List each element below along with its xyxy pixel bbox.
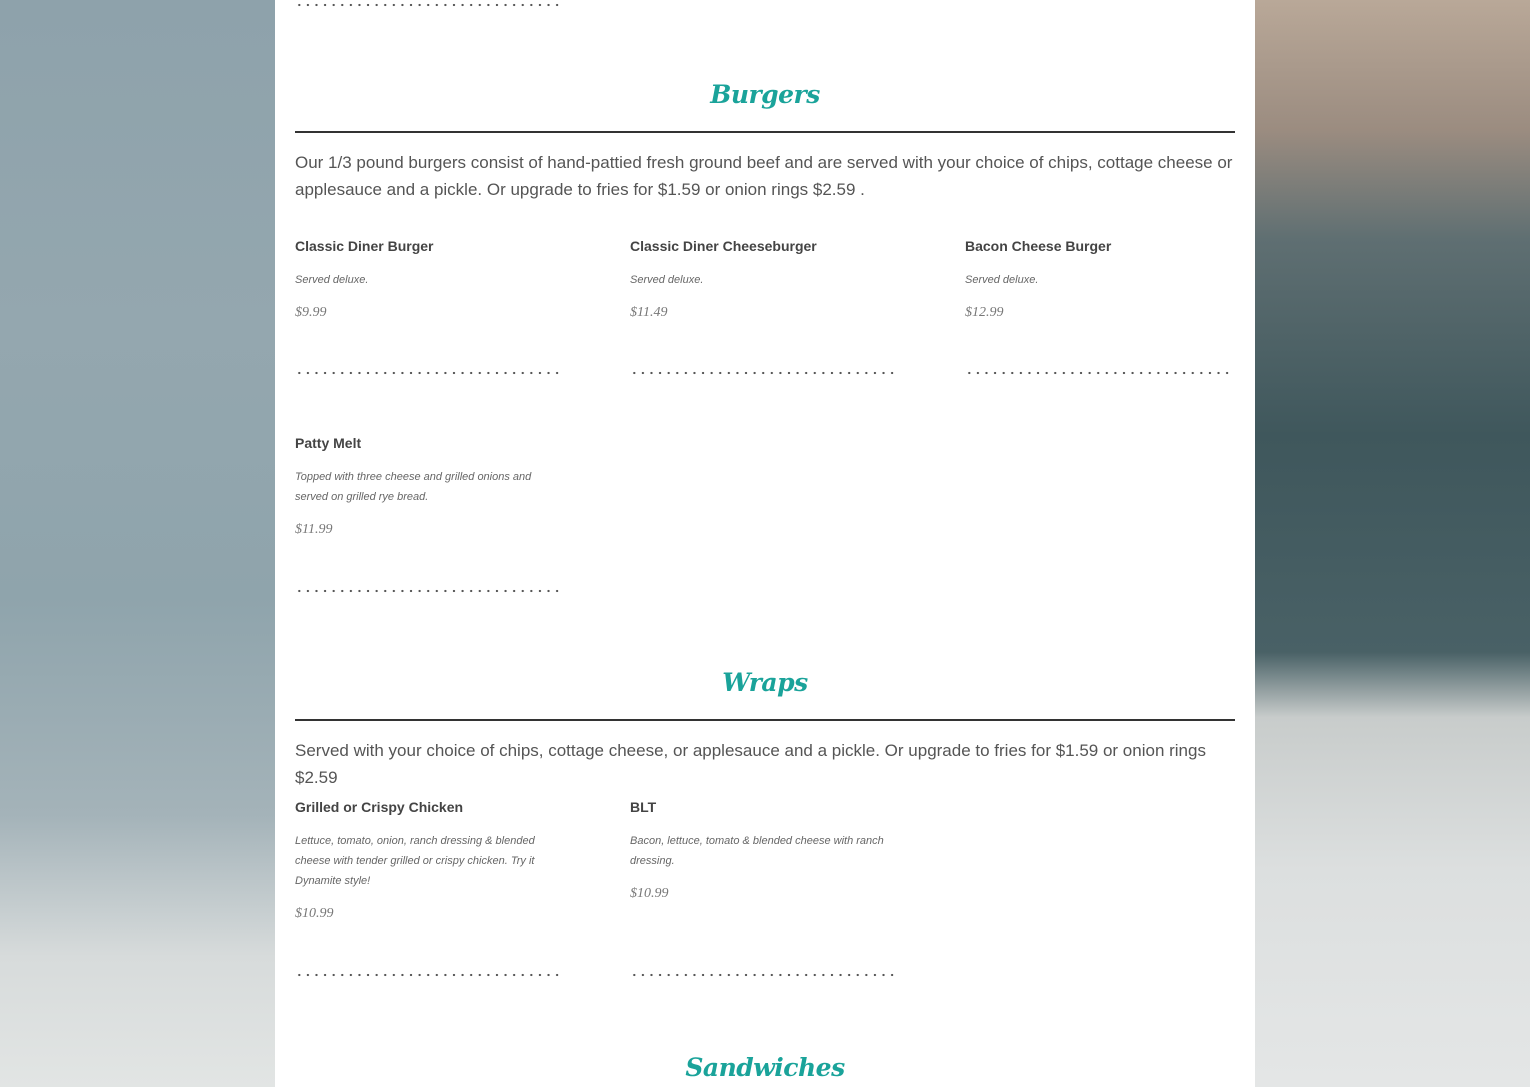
section-title-wraps: Wraps	[722, 668, 808, 697]
item-name: Bacon Cheese Burger	[965, 238, 1112, 254]
item-divider	[630, 971, 898, 979]
menu-item	[295, 434, 563, 539]
background-left	[0, 0, 275, 1087]
item-description: Lettuce, tomato, onion, ranch dressing & blended cheese with tender grilled or crispy chicken. Try it Dynamite style!	[295, 835, 535, 887]
item-name: BLT	[630, 799, 657, 815]
section-rule	[295, 131, 1235, 133]
item-description: Served deluxe.	[295, 274, 369, 286]
item-description: Served deluxe.	[965, 274, 1039, 286]
menu-item	[965, 237, 1233, 322]
item-name: Classic Diner Burger	[295, 238, 434, 254]
section-title-burgers: Burgers	[710, 80, 820, 109]
section-title-sandwiches: Sandwiches	[685, 1053, 845, 1082]
item-divider	[630, 369, 898, 377]
item-name: Patty Melt	[295, 435, 362, 451]
menu-item	[630, 798, 898, 903]
item-price: $12.99	[965, 305, 1004, 320]
item-name: Classic Diner Cheeseburger	[630, 238, 817, 254]
item-price: $9.99	[295, 305, 327, 320]
item-description: Served deluxe.	[630, 274, 704, 286]
menu-panel	[275, 0, 1255, 1087]
item-price: $11.99	[295, 522, 333, 537]
item-price: $11.49	[630, 305, 668, 320]
menu-item	[295, 798, 563, 923]
item-price: $10.99	[295, 906, 334, 921]
item-description: Topped with three cheese and grilled onions and served on grilled rye bread.	[295, 471, 532, 503]
background-right	[1255, 0, 1530, 1087]
menu-item	[295, 237, 563, 322]
item-divider	[295, 971, 563, 979]
item-divider	[295, 369, 563, 377]
menu-item	[630, 237, 898, 322]
item-divider	[295, 1, 563, 9]
section-rule	[295, 719, 1235, 721]
item-description: Bacon, lettuce, tomato & blended cheese with ranch dressing.	[630, 835, 884, 867]
section-intro-burgers: Our 1/3 pound burgers consist of hand-pattied fresh ground beef and are served with your choice of chips, cottage cheese or applesauce and a pickle. Or upgrade to fries for $1.59 or onion rings $2.59 .	[295, 153, 1233, 199]
item-divider	[295, 587, 563, 595]
item-price: $10.99	[630, 886, 669, 901]
item-name: Grilled or Crispy Chicken	[295, 799, 464, 815]
section-intro-wraps: Served with your choice of chips, cottage cheese, or applesauce and a pickle. Or upgrade to fries for $1.59 or onion rings $2.59	[295, 741, 1206, 787]
item-divider	[965, 369, 1233, 377]
